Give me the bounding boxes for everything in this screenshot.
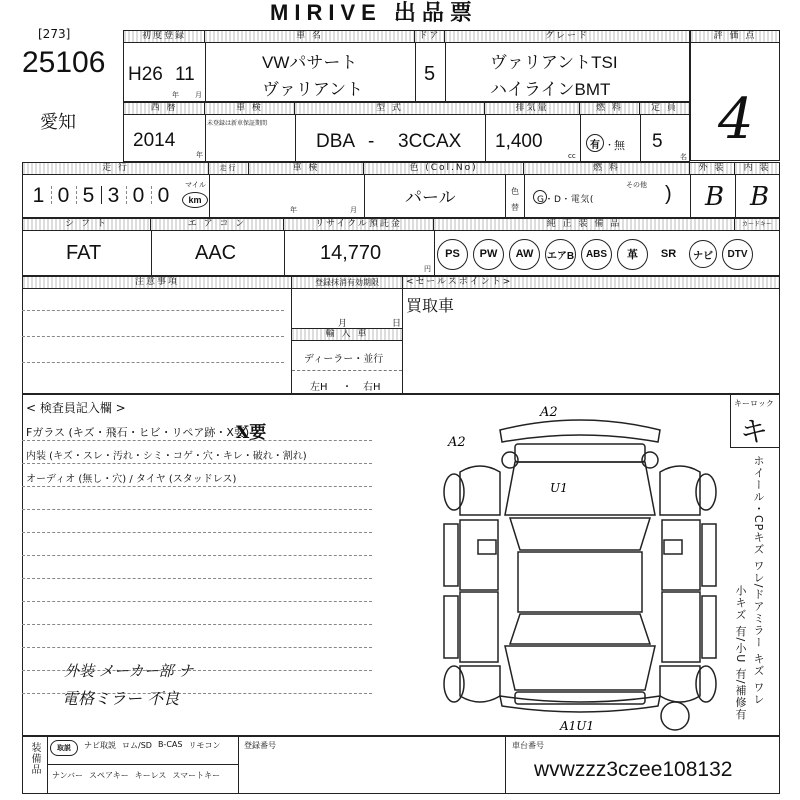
legend-vertical: ホイール・CPキズ ワレ/ドアミラー キズ ワレ bbox=[752, 455, 765, 706]
mileage-unit-km: km bbox=[182, 192, 208, 208]
inspection-note: 未登録は新車保証期間 bbox=[207, 120, 268, 127]
import-dealer: ディーラー・並行 bbox=[304, 354, 384, 365]
mileage-digit: 5 bbox=[82, 184, 95, 207]
equip-aw: AW bbox=[509, 239, 540, 270]
import-right: 右H bbox=[363, 382, 381, 393]
handwritten-note2: 電格ミラー 不良 bbox=[62, 689, 180, 708]
capacity-value: 5 bbox=[652, 131, 663, 152]
hdr-grade: グレード bbox=[445, 31, 689, 43]
hdr-exterior: 外 装 bbox=[690, 163, 735, 175]
lot-number: 25106 bbox=[22, 46, 106, 79]
hdr-recycle: リサイクル預託金 bbox=[284, 219, 434, 231]
score-value: 4 bbox=[718, 87, 754, 152]
equip-navi: ナビ bbox=[689, 240, 717, 268]
hdr-key-lock: キーロック bbox=[734, 399, 774, 408]
damage-a2-front: A2 bbox=[540, 405, 558, 420]
shift-value: FAT bbox=[66, 242, 102, 264]
car-name-line1: VWパサート bbox=[262, 53, 358, 72]
inspection-year: 年 bbox=[290, 206, 297, 214]
hdr-shift: シ フ ト bbox=[23, 219, 151, 231]
equip-pw: PW bbox=[473, 239, 504, 270]
interior-grade: B bbox=[750, 182, 770, 212]
hdr-ownership-expiry: 登録抹消有効期限 bbox=[292, 277, 402, 289]
hdr-frame-no: 車台番号 bbox=[512, 741, 544, 750]
equip-ps: PS bbox=[437, 239, 468, 270]
hdr-chassis-check: 車 検 bbox=[249, 163, 364, 175]
fuel-close: ) bbox=[665, 183, 672, 205]
equip-leather: 革 bbox=[617, 239, 648, 270]
equip-dtv: DTV bbox=[722, 239, 753, 270]
recycle-value: 14,770 bbox=[320, 242, 382, 264]
hdr-keyless-card: カードキー bbox=[735, 219, 779, 231]
glass-mark: X要 bbox=[236, 423, 267, 443]
sell-points-value: 買取車 bbox=[406, 298, 455, 315]
spare-tyre bbox=[661, 702, 689, 730]
region: 愛知 bbox=[40, 112, 76, 132]
handwritten-note1: 外装 メーカー部 ナ bbox=[64, 662, 194, 680]
legend-vertical-2: 小キズ 有/小U 有/補修有 bbox=[734, 585, 747, 721]
car-diagram bbox=[430, 400, 730, 736]
import-dot: ・ bbox=[342, 382, 352, 393]
hdr-notes: 注意事項 bbox=[23, 277, 291, 289]
car-name-line2: ヴァリアント bbox=[262, 80, 364, 99]
import-left: 左H bbox=[310, 382, 328, 393]
bottom-keyless: キーレス bbox=[134, 771, 167, 780]
model-year-value: 2014 bbox=[133, 130, 176, 151]
registration-era: H26 bbox=[128, 64, 163, 85]
displacement-unit: cc bbox=[568, 152, 576, 160]
bottom-bcas: B-CAS bbox=[157, 740, 183, 749]
hdr-equipment: 純 正 装 備 品 bbox=[434, 219, 735, 231]
bottom-manual: 取説 bbox=[50, 740, 78, 756]
hdr-inspection: 車 検 bbox=[205, 103, 295, 115]
recycle-unit: 円 bbox=[424, 265, 431, 273]
ownership-day: 日 bbox=[392, 319, 402, 329]
hdr-fuel: 燃 料 bbox=[580, 103, 640, 115]
hdr-fuel2: 燃 料 bbox=[524, 163, 690, 175]
bottom-row2 bbox=[52, 770, 220, 781]
page-title: MIRIVE 出品票 bbox=[270, 0, 478, 25]
ownership-month: 月 bbox=[338, 319, 348, 329]
exterior-grade: B bbox=[705, 182, 725, 212]
bottom-title: 装備品 bbox=[29, 742, 40, 775]
mileage-digit: 1 bbox=[32, 184, 45, 207]
registration-unit-year: 年 bbox=[172, 91, 179, 99]
inspector-line-glass: Fガラス (キズ・飛石・ヒビ・リペア跡・X要) bbox=[26, 426, 250, 439]
mileage-digit: 0 bbox=[57, 184, 70, 207]
hdr-capacity: 定 員 bbox=[640, 103, 689, 115]
frame-no-value: wvwzzz3czee108132 bbox=[534, 758, 733, 781]
inspector-line-interior: 内装 (キズ・スレ・汚れ・シミ・コゲ・穴・キレ・破れ・割れ) bbox=[26, 451, 307, 462]
hdr-car-name: 車 名 bbox=[205, 31, 415, 43]
grade-line1: ヴァリアントTSI bbox=[490, 53, 618, 72]
mileage-digit: 0 bbox=[157, 184, 170, 207]
hdr-inspector: < 検査員記入欄 > bbox=[26, 401, 126, 415]
registration-unit-month: 月 bbox=[195, 91, 202, 99]
hdr-sell-points: <セールスポイント> bbox=[402, 277, 779, 289]
bottom-remote: リモコン bbox=[188, 741, 221, 750]
inspection-month: 月 bbox=[350, 206, 357, 214]
hdr-mileage: 走 行 bbox=[23, 163, 209, 175]
damage-a2-left: A2 bbox=[448, 435, 466, 450]
color-change-1: 色 bbox=[511, 187, 519, 196]
turbo-no: 無 bbox=[614, 139, 625, 152]
equip-sr: SR bbox=[660, 248, 677, 260]
damage-u1: U1 bbox=[550, 481, 568, 495]
displacement-value: 1,400 bbox=[495, 131, 543, 152]
hdr-color: 色 (Col.No) bbox=[364, 163, 524, 175]
aircon-value: AAC bbox=[195, 242, 237, 264]
registration-month: 11 bbox=[175, 64, 195, 85]
fuel-options: G・D・電気( bbox=[537, 195, 594, 205]
model-code-prefix: DBA bbox=[316, 131, 356, 152]
turbo-dot: ・ bbox=[605, 141, 615, 151]
capacity-unit: 名 bbox=[680, 153, 687, 161]
hdr-import: 輸 入 車 bbox=[292, 329, 402, 341]
model-year-unit: 年 bbox=[196, 151, 203, 159]
color-change-2: 替 bbox=[511, 203, 519, 212]
color-value: パール bbox=[405, 188, 456, 207]
hdr-displacement: 排気量 bbox=[485, 103, 580, 115]
mileage-unit-mile: マイル bbox=[185, 181, 206, 189]
hdr-interior: 内 装 bbox=[735, 163, 779, 175]
hdr-model-year: 西 暦 bbox=[124, 103, 205, 115]
bottom-spare-key: スペアキー bbox=[89, 771, 129, 780]
inspector-line-audio: オーディオ (無し・穴) / タイヤ (スタッドレス) bbox=[26, 474, 237, 485]
hdr-model-code: 型 式 bbox=[295, 103, 485, 115]
equip-abs: ABS bbox=[581, 239, 612, 270]
key-mark: キ bbox=[740, 415, 769, 448]
equipment-row bbox=[437, 237, 777, 271]
grade-line2: ハイラインBMT bbox=[490, 80, 611, 99]
lot-bracket: [273] bbox=[38, 27, 71, 41]
model-code-value: 3CCAX bbox=[398, 131, 462, 152]
hdr-aircon: エ ア コ ン bbox=[151, 219, 284, 231]
bottom-smart-key: スマートキー bbox=[172, 771, 221, 780]
bottom-rom: ロム/SD bbox=[122, 741, 152, 750]
hdr-score: 評 価 点 bbox=[691, 31, 779, 43]
fuel-other: その他 bbox=[626, 181, 647, 189]
bottom-plate: ナンバー bbox=[52, 771, 84, 780]
equip-airbag: エアB bbox=[545, 239, 576, 270]
model-code-dash: - bbox=[368, 131, 375, 152]
hdr-reg-no: 登録番号 bbox=[244, 741, 276, 750]
damage-a1-rear: A1U1 bbox=[560, 719, 595, 733]
mileage-digit: 0 bbox=[132, 184, 145, 207]
hdr-registration: 初度登録 bbox=[124, 31, 205, 43]
mileage-digit: 3 bbox=[107, 184, 120, 207]
doors-value: 5 bbox=[424, 63, 436, 85]
bottom-row1 bbox=[50, 740, 220, 756]
turbo-yes: 有 bbox=[586, 134, 604, 152]
hdr-doors: ドア bbox=[415, 31, 445, 43]
bottom-navi-manual: ナビ取説 bbox=[84, 741, 116, 750]
hdr-odo-note: 走行 bbox=[209, 163, 249, 175]
